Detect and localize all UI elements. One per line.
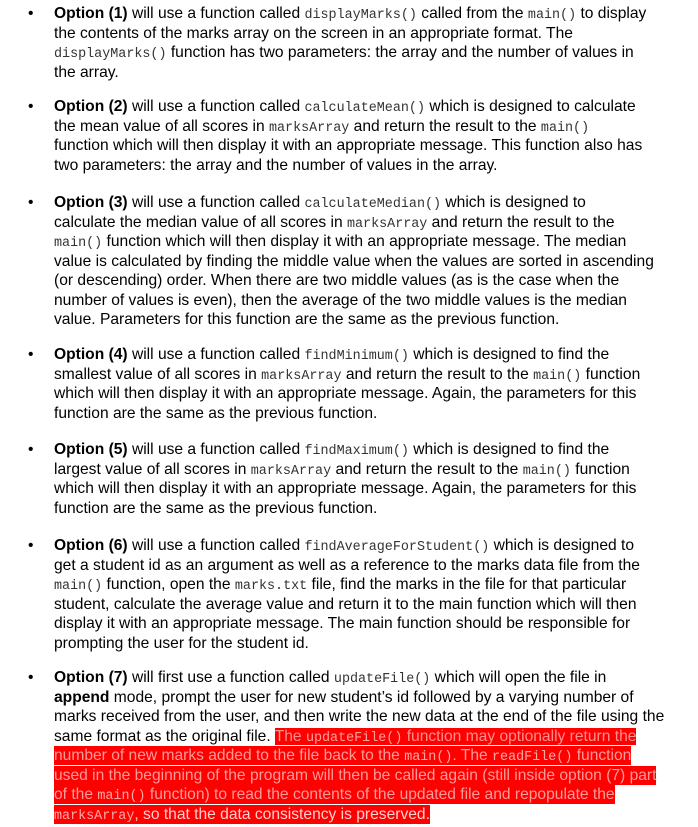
body-text: function which will then display it with an appropriate message. This function also has (54, 137, 643, 154)
option-label: Option (3) (54, 194, 128, 211)
text-line (54, 232, 626, 251)
text-line (54, 213, 615, 232)
text-line (54, 156, 498, 175)
text-line (54, 440, 609, 459)
body-text: the contents of the marks array on the screen in an appropriate format. The (54, 24, 573, 42)
body-text: which is designed to (441, 194, 586, 211)
code-identifier: main() (54, 579, 103, 594)
highlighted-text: used in the beginning of the program will then be called again (still inside option (7) part (54, 766, 657, 784)
text-line (54, 136, 642, 155)
body-text: student, calculate the average value and return it to the main function which will then (54, 595, 637, 613)
body-text: to display (576, 5, 647, 22)
body-text: largest value of all scores in (54, 460, 251, 478)
body-text: the array. (54, 63, 119, 81)
text-line (54, 43, 634, 62)
text-line (54, 404, 377, 423)
highlighted-text (306, 728, 402, 745)
body-text: will use a function called (127, 537, 305, 554)
highlighted-text: function may optionally return the (402, 727, 637, 745)
code-identifier: marksArray (346, 216, 428, 232)
highlighted-text: number of new marks added to the file back to the (54, 747, 405, 764)
text-line (54, 499, 377, 518)
body-text: which is designed to calculate (425, 98, 636, 115)
code-identifier: calculateMedian() (304, 197, 442, 212)
text-line (54, 614, 630, 633)
text-line (54, 668, 606, 687)
code-identifier: main() (540, 120, 590, 136)
body-text: function has two parameters: the array and the number of values in (166, 44, 634, 61)
body-text: function (581, 365, 641, 383)
highlighted-text: The (274, 727, 306, 745)
body-text: function are the same as the previous function. (54, 404, 378, 422)
body-text: will use a function called (127, 194, 305, 211)
code-identifier: main() (97, 789, 146, 804)
body-text: will use a function called (127, 98, 305, 115)
text-line (54, 460, 630, 479)
body-text: value is calculated by finding the middle value when the values are sorted in ascending (54, 252, 654, 270)
code-identifier: main() (527, 8, 577, 23)
text-line (54, 345, 609, 364)
body-text: which is designed to find the (408, 441, 610, 458)
option-label: Option (2) (54, 98, 128, 115)
bullet-icon: • (28, 537, 34, 554)
text-line (54, 63, 119, 82)
body-text: value. Parameters for this function are the same as the previous function. (54, 311, 560, 328)
bullet-icon: • (28, 5, 34, 22)
highlighted-text: of the (54, 786, 98, 803)
bold-keyword: append (54, 688, 110, 706)
code-identifier: displayMarks() (304, 8, 417, 23)
body-text: will first use a function called (127, 669, 334, 686)
option-label: Option (6) (54, 537, 128, 554)
code-identifier: main() (54, 236, 103, 251)
text-line (54, 595, 637, 614)
code-identifier: displayMarks() (54, 47, 167, 62)
body-text: which will then display it with an appropriate message. Again, the parameters for this (54, 385, 637, 402)
body-text: two parameters: the array and the number of values in the array. (54, 156, 498, 174)
text-line (54, 384, 636, 403)
text-line (54, 271, 619, 290)
text-line (54, 785, 615, 804)
body-text: mode, prompt the user for new student’s id followed by a varying number of (109, 688, 634, 706)
code-identifier: main() (404, 750, 453, 765)
text-line (54, 766, 656, 785)
body-text: function are the same as the previous function. (54, 499, 378, 517)
body-text: will use a function called (127, 441, 305, 458)
body-text: function, open the (102, 576, 235, 593)
body-text: file, find the marks in the file for that particular (307, 576, 627, 593)
code-identifier: updateFile() (305, 730, 403, 746)
code-identifier: calculateMean() (304, 101, 425, 116)
body-text: function which will then display it with an appropriate message. The median (102, 233, 627, 250)
bullet-icon: • (28, 346, 34, 363)
text-line (54, 193, 586, 212)
text-line (54, 291, 627, 310)
code-identifier: marksArray (250, 463, 332, 479)
body-text: and return the result to the (427, 213, 615, 231)
body-text: function (570, 460, 630, 478)
body-text: which will then display it with an appropriate message. Again, the parameters for this (54, 480, 637, 497)
body-text: get a student id as an argument as well as a reference to the marks data file from the (54, 556, 640, 574)
code-identifier: main() (522, 463, 571, 479)
body-text: prompting the user for the student id. (54, 634, 309, 652)
code-identifier: main() (533, 368, 582, 384)
bullet-icon: • (28, 98, 34, 115)
body-text: same format as the original file. (54, 727, 275, 745)
body-text: which is designed to find the (408, 346, 610, 363)
body-text: and return the result to the (349, 117, 541, 135)
code-identifier: updateFile() (333, 672, 431, 687)
text-line (54, 117, 589, 136)
body-text: display it with an appropriate message. The main function should be responsible for (54, 615, 631, 632)
option-label: Option (1) (54, 5, 128, 22)
text-line (54, 556, 640, 575)
text-line (54, 805, 430, 824)
text-line (54, 310, 559, 329)
bullet-icon: • (28, 441, 34, 458)
code-identifier: marksArray (261, 368, 342, 384)
highlighted-text: function (572, 747, 632, 764)
body-text: (or descending) order. When there are two middle values (as is the case when the (54, 272, 620, 289)
text-line (54, 707, 664, 726)
text-line (54, 727, 636, 746)
code-identifier: findAverageForStudent() (304, 540, 490, 555)
text-line (54, 4, 646, 23)
code-identifier: findMaximum() (304, 444, 409, 459)
bullet-icon: • (28, 669, 34, 686)
text-line (54, 746, 631, 765)
text-line (54, 479, 636, 498)
text-line (54, 24, 573, 43)
body-text: will use a function called (127, 5, 305, 22)
code-identifier: marksArray (268, 120, 350, 136)
code-identifier: readFile() (492, 750, 573, 765)
body-text: the mean value of all scores in (54, 117, 269, 135)
code-identifier: marksArray (54, 808, 135, 824)
text-line (54, 688, 634, 707)
highlighted-text: , so that the data consistency is preserved. (134, 805, 430, 823)
text-line (54, 536, 634, 555)
text-line (54, 252, 654, 271)
body-text: will use a function called (127, 346, 305, 363)
code-identifier: findMinimum() (304, 349, 409, 364)
text-line (54, 575, 626, 594)
body-text: which is designed to (489, 537, 635, 554)
option-label: Option (7) (54, 669, 128, 686)
bullet-icon: • (28, 194, 34, 211)
highlighted-text: . The (452, 747, 493, 764)
body-text: number of values is even), then the average of the two middle values is the median (54, 291, 627, 309)
body-text: which will open the file in (430, 669, 607, 686)
body-text: calculate the median value of all scores in (54, 213, 347, 231)
text-line (54, 634, 309, 653)
body-text: smallest value of all scores in (54, 365, 262, 383)
code-identifier: marks.txt (234, 579, 308, 594)
option-label: Option (4) (54, 346, 128, 363)
text-line (54, 97, 636, 116)
body-text: and return the result to the (341, 365, 534, 383)
body-text: and return the result to the (331, 460, 523, 478)
option-label: Option (5) (54, 441, 128, 458)
text-line (54, 365, 640, 384)
body-text: called from the (416, 5, 528, 22)
highlighted-text: function) to read the contents of the updated file and repopulate the (145, 786, 615, 803)
body-text: marks received from the user, and then write the new data at the end of the file using the (54, 708, 665, 725)
